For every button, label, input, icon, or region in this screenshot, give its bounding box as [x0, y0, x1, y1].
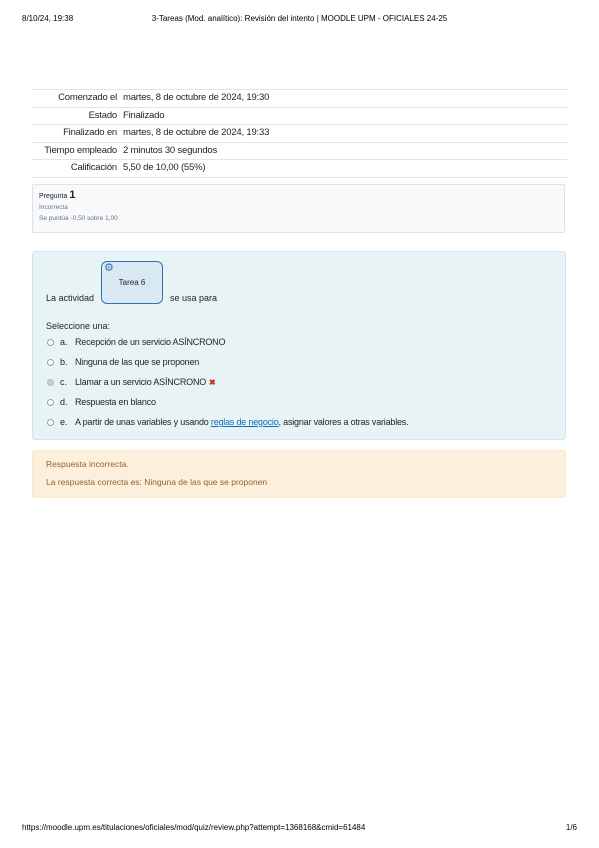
summary-row-time-taken	[32, 142, 567, 160]
option-text: Llamar a un servicio ASÍNCRONO	[75, 377, 207, 387]
question-grade: Se puntúa -0,50 sobre 1,00	[39, 215, 118, 222]
question-text-before: La actividad	[46, 293, 95, 303]
option-text: Respuesta en blanco	[75, 397, 156, 407]
summary-label: Finalizado en	[63, 127, 117, 138]
answer-prompt: Seleccione una:	[46, 321, 111, 331]
attempt-summary-table	[32, 89, 567, 178]
page-number: 1/6	[565, 823, 577, 832]
option-text-after: , asignar valores a otras variables.	[278, 417, 409, 427]
summary-value: 2 minutos 30 segundos	[123, 144, 218, 156]
option-text-wrapper	[75, 417, 408, 427]
option-text-wrapper	[75, 377, 216, 387]
print-header	[22, 14, 577, 26]
print-title: 3-Tareas (Mod. analítico): Revisión del intento | MOODLE UPM - OFICIALES 24-25	[151, 14, 448, 23]
question-number	[39, 190, 558, 202]
page-url: https://moodle.upm.es/titulaciones/oficiales/mod/quiz/review.php?attempt=1368168&cmid=61484	[22, 823, 366, 832]
print-date: 8/10/24, 19:38	[22, 14, 74, 23]
right-answer: La respuesta correcta es: Ninguna de las que se proponen	[46, 477, 268, 487]
cross-icon: ✖	[209, 378, 216, 387]
print-footer	[22, 823, 577, 835]
radio-button[interactable]	[47, 399, 54, 406]
bpmn-task-image	[101, 261, 163, 304]
question-number-prefix: Pregunta	[39, 193, 68, 200]
option-letter: c.	[60, 377, 68, 387]
summary-value: Finalizado	[123, 109, 165, 121]
option-letter: e.	[60, 417, 68, 427]
question-state: Incorrecta	[39, 204, 68, 211]
radio-button[interactable]	[47, 339, 54, 346]
radio-button[interactable]	[47, 359, 54, 366]
option-letter: d.	[60, 397, 68, 407]
option-text: Ninguna de las que se proponen	[75, 357, 200, 367]
summary-label: Estado	[88, 109, 117, 121]
summary-label: Calificación	[70, 162, 117, 173]
task-image-label: Tarea 6	[118, 278, 146, 287]
summary-value: 5,50 de 10,00 (55%)	[123, 162, 206, 173]
question-text-after: se usa para	[170, 293, 218, 303]
summary-row-state	[32, 107, 567, 125]
radio-button[interactable]	[47, 419, 54, 426]
summary-row-grade	[32, 160, 567, 178]
question-number-value: 1	[69, 189, 76, 201]
summary-value: martes, 8 de octubre de 2024, 19:33	[123, 127, 270, 138]
summary-label: Comenzado el	[58, 92, 117, 103]
question-info-box	[32, 184, 565, 233]
gear-icon: ⚙	[104, 262, 114, 274]
option-letter: a.	[60, 337, 68, 347]
summary-value: martes, 8 de octubre de 2024, 19:30	[123, 92, 270, 103]
general-feedback: Respuesta incorrecta.	[46, 459, 129, 469]
option-text-before: A partir de unas variables y usando	[75, 417, 211, 427]
question-formulation	[32, 251, 566, 440]
option-text: Recepción de un servicio ASÍNCRONO	[75, 337, 226, 347]
summary-row-finished	[32, 125, 567, 143]
feedback-box	[32, 450, 566, 498]
business-rules-link[interactable]: reglas de negocio	[210, 417, 279, 427]
summary-label: Tiempo empleado	[44, 144, 117, 156]
option-letter: b.	[60, 357, 68, 367]
radio-button-checked[interactable]	[47, 379, 54, 386]
summary-row-started	[32, 90, 567, 108]
